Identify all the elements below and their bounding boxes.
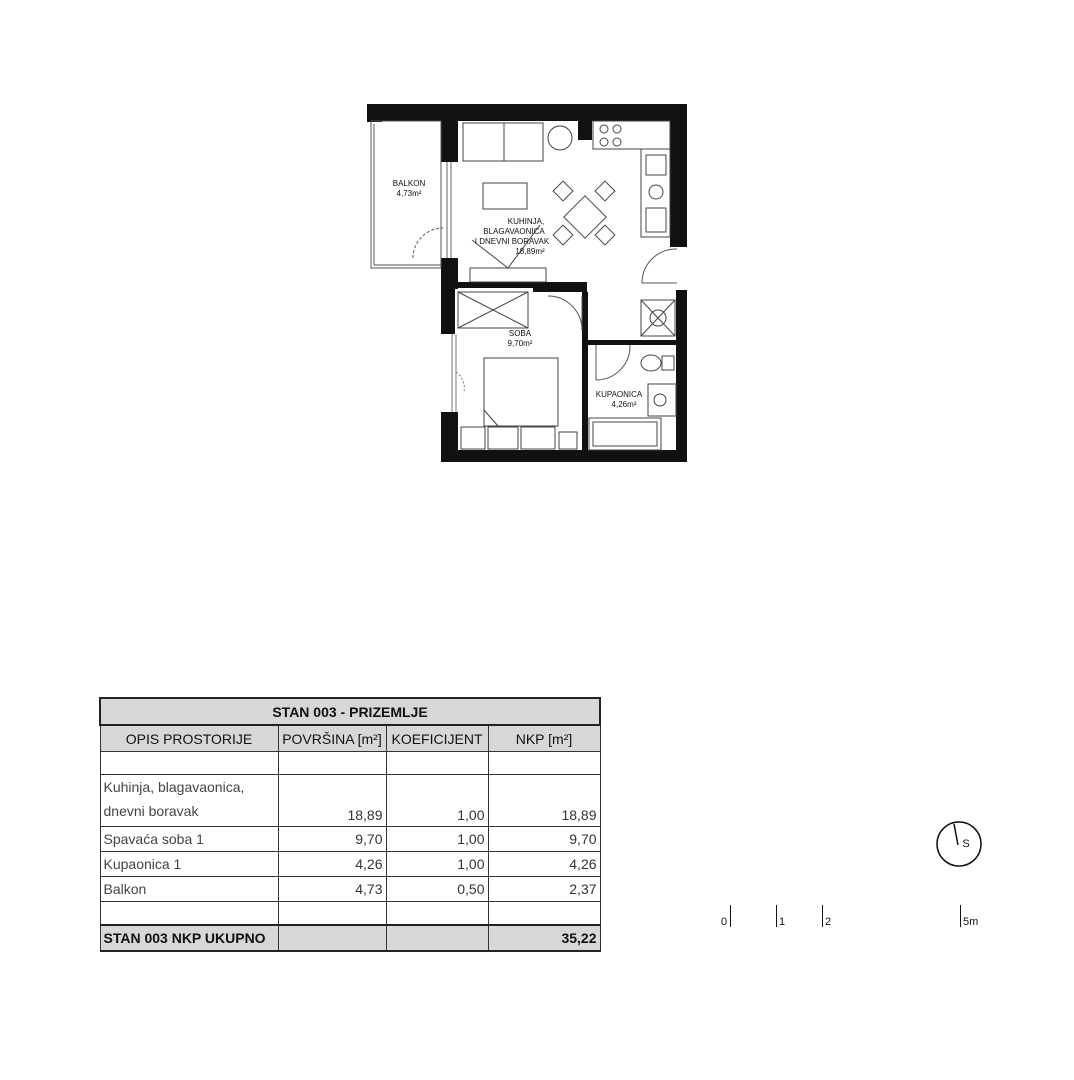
toilet bbox=[641, 355, 661, 371]
bathroom-door-swing bbox=[596, 345, 630, 380]
row-coef: 1,00 bbox=[386, 775, 488, 827]
total-value: 35,22 bbox=[488, 925, 600, 951]
svg-text:BLAGAVAONICA: BLAGAVAONICA bbox=[483, 227, 545, 236]
svg-text:BALKON: BALKON bbox=[392, 179, 426, 188]
row-nkp: 2,37 bbox=[488, 877, 600, 902]
row-name: Kuhinja, blagavaonica, dnevni boravak bbox=[100, 775, 278, 827]
svg-text:KUPAONICA: KUPAONICA bbox=[595, 390, 643, 399]
svg-text:4,73m²: 4,73m² bbox=[396, 189, 422, 198]
bedroom-door-swing bbox=[548, 296, 582, 330]
table-row bbox=[100, 775, 600, 827]
tv-unit bbox=[470, 268, 546, 282]
row-name: Balkon bbox=[100, 877, 278, 902]
table-title-row bbox=[100, 698, 600, 725]
header-nkp: NKP [m²] bbox=[488, 725, 600, 752]
table-spacer-row bbox=[100, 752, 600, 775]
wall-right-lower bbox=[676, 290, 687, 462]
header-povrsina: POVRŠINA [m²] bbox=[278, 725, 386, 752]
row-coef: 1,00 bbox=[386, 852, 488, 877]
room-label-kupaonica bbox=[596, 390, 643, 409]
row-name: Kupaonica 1 bbox=[100, 852, 278, 877]
header-opis: OPIS PROSTORIJE bbox=[100, 725, 278, 752]
wall-bedroom-left bbox=[441, 289, 455, 334]
scale-tick-2 bbox=[822, 905, 823, 927]
row-nkp: 18,89 bbox=[488, 775, 600, 827]
scale-bar bbox=[718, 905, 998, 931]
scale-tick-1 bbox=[776, 905, 777, 927]
total-label: STAN 003 NKP UKUPNO bbox=[100, 925, 278, 951]
floor-plan bbox=[0, 0, 1074, 520]
svg-text:KUHINJA,: KUHINJA, bbox=[507, 217, 545, 226]
room-label-kuhinja bbox=[475, 217, 550, 256]
row-area: 4,26 bbox=[278, 852, 386, 877]
row-name: Spavaća soba 1 bbox=[100, 827, 278, 852]
svg-text:9,70m²: 9,70m² bbox=[507, 339, 533, 348]
wall-bath-top bbox=[588, 340, 678, 345]
wall-top-left-stub bbox=[367, 104, 382, 122]
bathroom-fixtures bbox=[589, 300, 676, 450]
balcony-door-swing bbox=[413, 228, 443, 258]
wall-partition-vertical bbox=[582, 292, 588, 452]
table-row bbox=[100, 827, 600, 852]
wall-bottom bbox=[441, 450, 687, 462]
table-row bbox=[100, 877, 600, 902]
sofa bbox=[463, 123, 543, 161]
row-area: 9,70 bbox=[278, 827, 386, 852]
row-coef: 0,50 bbox=[386, 877, 488, 902]
bathtub bbox=[589, 418, 661, 450]
orientation-icon bbox=[936, 821, 982, 867]
chair-4 bbox=[595, 225, 615, 245]
chair-2 bbox=[595, 181, 615, 201]
wall-right-upper bbox=[670, 104, 687, 247]
room-label-balkon bbox=[393, 179, 426, 198]
compass-label: S bbox=[962, 837, 970, 850]
table-total-row bbox=[100, 925, 600, 951]
walls bbox=[367, 104, 687, 462]
side-table bbox=[548, 126, 572, 150]
table-row bbox=[100, 852, 600, 877]
svg-text:I DNEVNI BORAVAK: I DNEVNI BORAVAK bbox=[474, 237, 550, 246]
room-label-soba bbox=[508, 329, 533, 348]
svg-text:18,89m²: 18,89m² bbox=[515, 247, 545, 256]
scale-tick-0 bbox=[730, 905, 731, 927]
chair-1 bbox=[553, 181, 573, 201]
scale-tick-5 bbox=[960, 905, 961, 927]
sink bbox=[648, 384, 676, 416]
row-nkp: 9,70 bbox=[488, 827, 600, 852]
row-coef: 1,00 bbox=[386, 827, 488, 852]
row-area: 18,89 bbox=[278, 775, 386, 827]
kitchen-counter bbox=[593, 121, 670, 237]
wall-partition-horizontal bbox=[455, 282, 587, 288]
scale-label-1: 1 bbox=[779, 916, 786, 928]
bedroom-furniture bbox=[458, 292, 577, 449]
wall-living-left-upper bbox=[441, 118, 458, 162]
area-table bbox=[99, 697, 601, 952]
header-koeficijent: KOEFICIJENT bbox=[386, 725, 488, 752]
row-nkp: 4,26 bbox=[488, 852, 600, 877]
table-header-row bbox=[100, 725, 600, 752]
table-spacer-row bbox=[100, 902, 600, 926]
wall-partition-bedroom-top bbox=[533, 288, 587, 292]
svg-text:SOBA: SOBA bbox=[508, 329, 532, 338]
wall-top bbox=[367, 104, 687, 121]
scale-label-2: 2 bbox=[825, 916, 832, 928]
row-area: 4,73 bbox=[278, 877, 386, 902]
entry-door-swing bbox=[642, 249, 677, 283]
svg-text:4,26m²: 4,26m² bbox=[611, 400, 637, 409]
chair-3 bbox=[553, 225, 573, 245]
table-title: STAN 003 - PRIZEMLJE bbox=[100, 698, 600, 725]
scale-label-0: 0 bbox=[721, 916, 728, 928]
bedroom-window bbox=[452, 334, 464, 412]
living-furniture bbox=[463, 123, 615, 282]
bed bbox=[484, 358, 558, 426]
coffee-table bbox=[483, 183, 527, 209]
scale-label-5: 5m bbox=[963, 916, 979, 928]
pillar bbox=[578, 118, 592, 140]
